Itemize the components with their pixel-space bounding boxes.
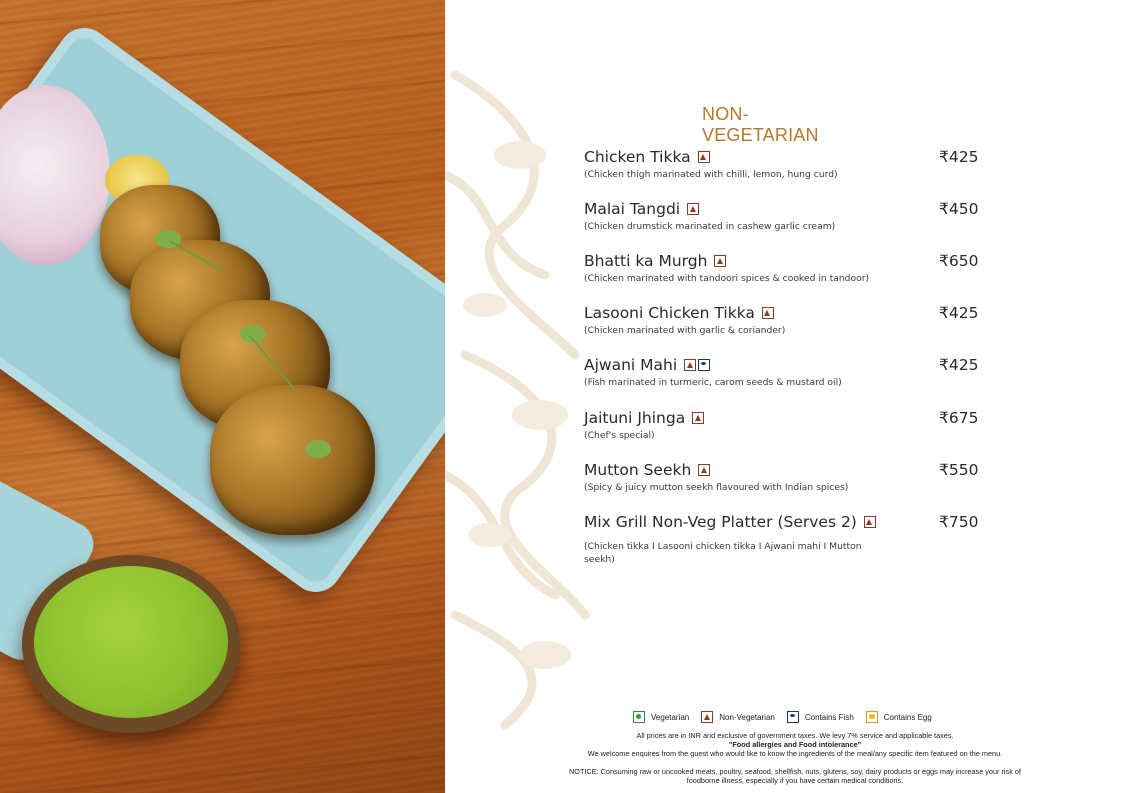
item-description: (Chef's special) (584, 430, 655, 441)
item-price: ₹550 (939, 461, 979, 479)
item-name: Mix Grill Non-Veg Platter (Serves 2) (584, 513, 857, 531)
item-description: (Spicy & juicy mutton seekh flavoured with Indian spices) (584, 482, 849, 493)
item-name: Bhatti ka Murgh (584, 252, 708, 270)
fish-icon (787, 711, 799, 723)
non-veg-icon (762, 307, 774, 319)
tikka-piece (210, 385, 375, 535)
notice-line-1: NOTICE: Consuming raw or uncooked meats, poultry, seafood, shellfish, nuts, glutens, soy, dairy products or eggs may increase your risk of (569, 767, 1021, 776)
section-title: NON-VEGETARIAN (702, 104, 819, 145)
item-name: Malai Tangdi (584, 200, 681, 218)
item-price: ₹425 (939, 304, 979, 322)
food-photo (0, 0, 445, 793)
fish-icon (698, 359, 710, 371)
item-description: (Chicken thigh marinated with chilli, lemon, hung curd) (584, 169, 838, 180)
item-price: ₹675 (939, 409, 979, 427)
microgreen-leaf (305, 440, 331, 458)
legend-vegetarian: Vegetarian (651, 712, 690, 722)
item-name: Ajwani Mahi (584, 356, 678, 374)
menu-panel (445, 0, 1122, 793)
green-chutney (34, 566, 228, 718)
non-veg-icon (701, 711, 713, 723)
non-veg-icon (684, 359, 696, 371)
item-name: Chicken Tikka (584, 148, 691, 166)
non-veg-icon (687, 203, 699, 215)
item-description: (Chicken marinated with tandoori spices & cooked in tandoor) (584, 273, 870, 284)
dietary-legend (633, 711, 944, 723)
egg-icon (866, 711, 878, 723)
item-name: Mutton Seekh (584, 461, 692, 479)
damask-ornament (445, 55, 595, 735)
item-name: Jaituni Jhinga (584, 409, 686, 427)
allergy-note: We welcome enquires from the guest who would like to know the ingredients of the meal/any specific item featured on the menu. (587, 749, 1003, 758)
price-note: All prices are in INR and exclusive of government taxes. We levy 7% service and applicable taxes. (636, 731, 954, 740)
item-price: ₹425 (939, 356, 979, 374)
item-description: (Chicken marinated with garlic & coriander) (584, 325, 786, 336)
item-price: ₹750 (939, 513, 979, 531)
item-description: (Fish marinated in turmeric, carom seeds & mustard oil) (584, 377, 842, 388)
item-description: (Chicken drumstick marinated in cashew garlic cream) (584, 221, 836, 232)
item-name: Lasooni Chicken Tikka (584, 304, 755, 322)
legend-non-vegetarian: Non-Vegetarian (719, 712, 775, 722)
item-price: ₹450 (939, 200, 979, 218)
allergy-heading-text: "Food allergies and Food intolerance" (728, 740, 862, 749)
item-description: (Chicken tikka I Lasooni chicken tikka I Ajwani mahi I Mutton seekh) (584, 541, 862, 565)
veg-icon (633, 711, 645, 723)
non-veg-icon (698, 151, 710, 163)
item-price: ₹650 (939, 252, 979, 270)
non-veg-icon (698, 464, 710, 476)
non-veg-icon (692, 412, 704, 424)
legend-contains-fish: Contains Fish (804, 712, 854, 722)
notice-line-2: foodborne illness, especially if you have certain medical conditions. (686, 776, 904, 785)
allergy-heading (525, 740, 1065, 749)
item-price: ₹425 (939, 148, 979, 166)
non-veg-icon (714, 255, 726, 267)
legend-contains-egg: Contains Egg (883, 712, 932, 722)
non-veg-icon (864, 516, 876, 528)
